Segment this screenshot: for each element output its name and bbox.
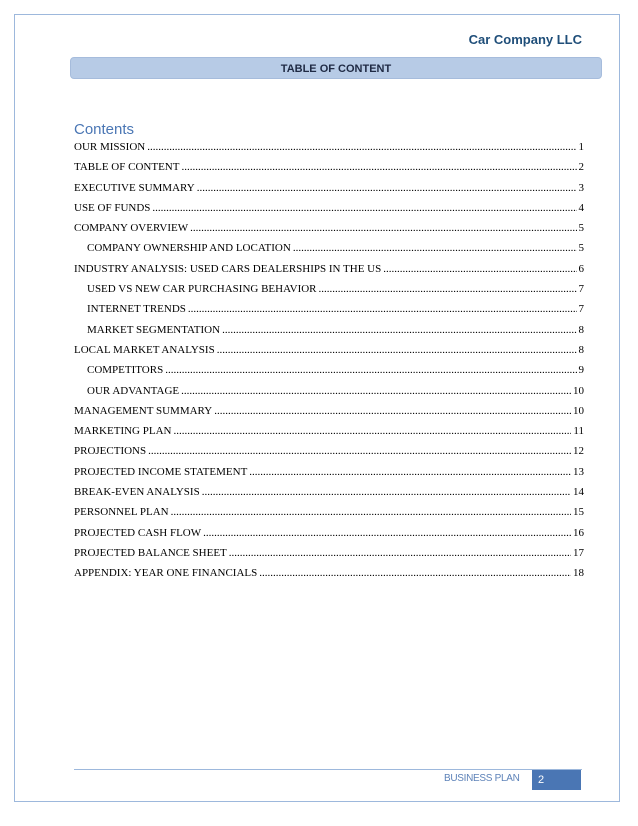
toc-entry-label: COMPANY OWNERSHIP AND LOCATION [87,242,291,255]
toc-entry-label: USED VS NEW CAR PURCHASING BEHAVIOR [87,283,317,296]
toc-entry[interactable] [74,486,584,506]
footer-divider [74,769,582,770]
toc-entry-label: INDUSTRY ANALYSIS: USED CARS DEALERSHIPS IN THE US [74,262,382,275]
toc-dot-leader [147,141,576,153]
page-number: 2 [532,770,581,790]
toc-entry-label: PROJECTED INCOME STATEMENT [74,465,248,478]
footer-label: BUSINESS PLAN [444,773,520,784]
toc-dot-leader [171,506,571,518]
toc-dot-leader [229,547,571,559]
toc-entry-page: 13 [573,465,584,478]
toc-entry-label: MARKET SEGMENTATION [87,323,221,336]
toc-entry-page: 9 [578,364,584,377]
toc-entry-page: 10 [573,384,584,397]
toc-entry-label: COMPANY OVERVIEW [74,222,189,235]
toc-entry-page: 5 [578,222,584,235]
toc-dot-leader [152,202,576,214]
toc-entry[interactable] [74,364,584,384]
toc-entry[interactable] [74,324,584,344]
toc-entry[interactable] [74,567,584,587]
toc-dot-leader [293,242,577,254]
toc-dot-leader [188,303,577,315]
toc-entry[interactable] [74,405,584,425]
toc-entry[interactable] [74,161,584,181]
toc-entry-page: 2 [578,161,584,174]
toc-entry[interactable] [74,303,584,323]
toc-entry[interactable] [74,344,584,364]
toc-entry[interactable] [74,283,584,303]
toc-entry[interactable] [74,182,584,202]
toc-entry[interactable] [74,506,584,526]
table-of-contents [74,141,584,588]
toc-dot-leader [202,486,571,498]
toc-dot-leader [181,385,571,397]
toc-entry[interactable] [74,222,584,242]
toc-dot-leader [249,466,571,478]
toc-entry[interactable] [74,141,584,161]
toc-entry-label: INTERNET TRENDS [87,303,186,316]
company-name: Car Company LLC [468,32,582,47]
toc-entry-label: BREAK-EVEN ANALYSIS [74,486,200,499]
toc-entry[interactable] [74,202,584,222]
toc-entry-label: LOCAL MARKET ANALYSIS [74,343,215,356]
toc-entry-label: COMPETITORS [87,364,164,377]
toc-dot-leader [217,344,577,356]
toc-dot-leader [190,222,576,234]
toc-entry-page: 16 [573,526,584,539]
toc-entry[interactable] [74,242,584,262]
toc-entry-page: 6 [578,262,584,275]
toc-entry-label: OUR ADVANTAGE [87,384,180,397]
toc-dot-leader [259,567,571,579]
toc-dot-leader [173,425,571,437]
toc-entry-label: PROJECTED BALANCE SHEET [74,546,227,559]
toc-entry-label: USE OF FUNDS [74,201,151,214]
toc-entry[interactable] [74,425,584,445]
toc-entry-label: MARKETING PLAN [74,425,172,438]
toc-dot-leader [181,161,576,173]
toc-dot-leader [165,364,576,376]
toc-entry-page: 1 [578,141,584,153]
toc-entry-page: 7 [578,283,584,296]
toc-entry-label: TABLE OF CONTENT [74,161,180,174]
section-banner: TABLE OF CONTENT [70,57,602,79]
toc-entry-page: 12 [573,445,584,458]
toc-entry-page: 15 [573,506,584,519]
contents-heading: Contents [74,121,135,138]
toc-entry-label: PERSONNEL PLAN [74,506,169,519]
toc-entry[interactable] [74,466,584,486]
toc-dot-leader [383,263,576,275]
toc-entry-label: MANAGEMENT SUMMARY [74,404,213,417]
toc-entry[interactable] [74,263,584,283]
toc-entry-page: 8 [578,323,584,336]
toc-entry-label: PROJECTED CASH FLOW [74,526,202,539]
toc-entry-page: 7 [578,303,584,316]
toc-entry-page: 3 [578,181,584,194]
toc-dot-leader [214,405,571,417]
toc-dot-leader [148,445,571,457]
toc-entry[interactable] [74,547,584,567]
toc-entry-page: 10 [573,404,584,417]
toc-entry-label: OUR MISSION [74,141,146,153]
toc-entry-page: 17 [573,546,584,559]
toc-entry-label: APPENDIX: YEAR ONE FINANCIALS [74,567,258,580]
toc-entry-page: 4 [578,201,584,214]
toc-entry[interactable] [74,527,584,547]
toc-entry[interactable] [74,445,584,465]
toc-dot-leader [222,324,576,336]
toc-entry-page: 5 [578,242,584,255]
toc-dot-leader [203,527,571,539]
toc-entry-label: PROJECTIONS [74,445,147,458]
toc-entry-page: 18 [573,567,584,580]
toc-entry-page: 8 [578,343,584,356]
toc-entry-label: EXECUTIVE SUMMARY [74,181,195,194]
toc-dot-leader [197,182,577,194]
toc-entry-page: 11 [573,425,584,438]
toc-entry-page: 14 [573,486,584,499]
toc-dot-leader [319,283,577,295]
toc-entry[interactable] [74,385,584,405]
